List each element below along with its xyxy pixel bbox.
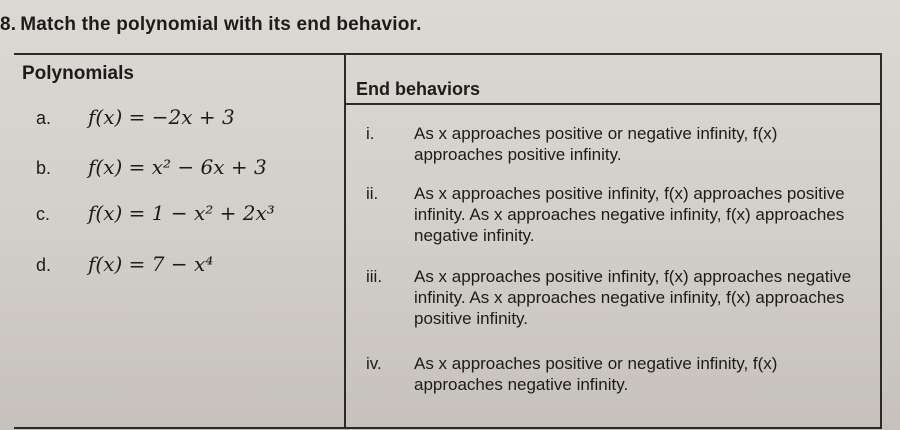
header-rule [344,103,880,105]
question-text: Match the polynomial with its end behavior. [20,14,422,35]
behavior-numeral: iv. [366,354,382,373]
polynomial-expression: f(x) = −2x + 3 [88,105,235,129]
polynomial-letter: b. [36,158,52,178]
polynomials-header: Polynomials [22,63,134,84]
behavior-item-i [366,123,866,165]
behavior-item-iv [366,353,866,395]
polynomial-expression: f(x) = 1 − x² + 2x³ [88,201,275,225]
column-divider [344,55,346,427]
behavior-item-iii [366,266,866,329]
polynomial-letter: d. [36,255,52,275]
behavior-numeral: ii. [366,184,379,203]
polynomial-letter: c. [36,204,51,224]
question-prompt [0,14,422,36]
polynomial-item-a [36,105,235,130]
polynomial-item-d [36,252,213,277]
matching-table [14,53,882,429]
behavior-text: As x approaches positive infinity, f(x) approaches positive infinity. As x approaches negative infinity, f(x) approaches negative infinity. [414,184,845,245]
polynomial-letter: a. [36,108,52,128]
behavior-text: As x approaches positive or negative infinity, f(x) approaches negative infinity. [414,354,778,394]
behavior-text: As x approaches positive infinity, f(x) approaches negative infinity. As x approaches negative infinity, f(x) approaches positive infinity. [414,267,852,328]
polynomial-expression: f(x) = x² − 6x + 3 [88,155,267,179]
end-behaviors-header: End behaviors [356,79,481,99]
question-number: 8. [0,14,17,35]
behavior-numeral: iii. [366,267,383,286]
polynomial-expression: f(x) = 7 − x⁴ [88,252,214,276]
behavior-item-ii [366,183,866,246]
behavior-text: As x approaches positive or negative infinity, f(x) approaches positive infinity. [414,124,778,164]
polynomial-item-b [36,155,267,180]
behavior-numeral: i. [366,124,375,143]
polynomial-item-c [36,201,275,226]
